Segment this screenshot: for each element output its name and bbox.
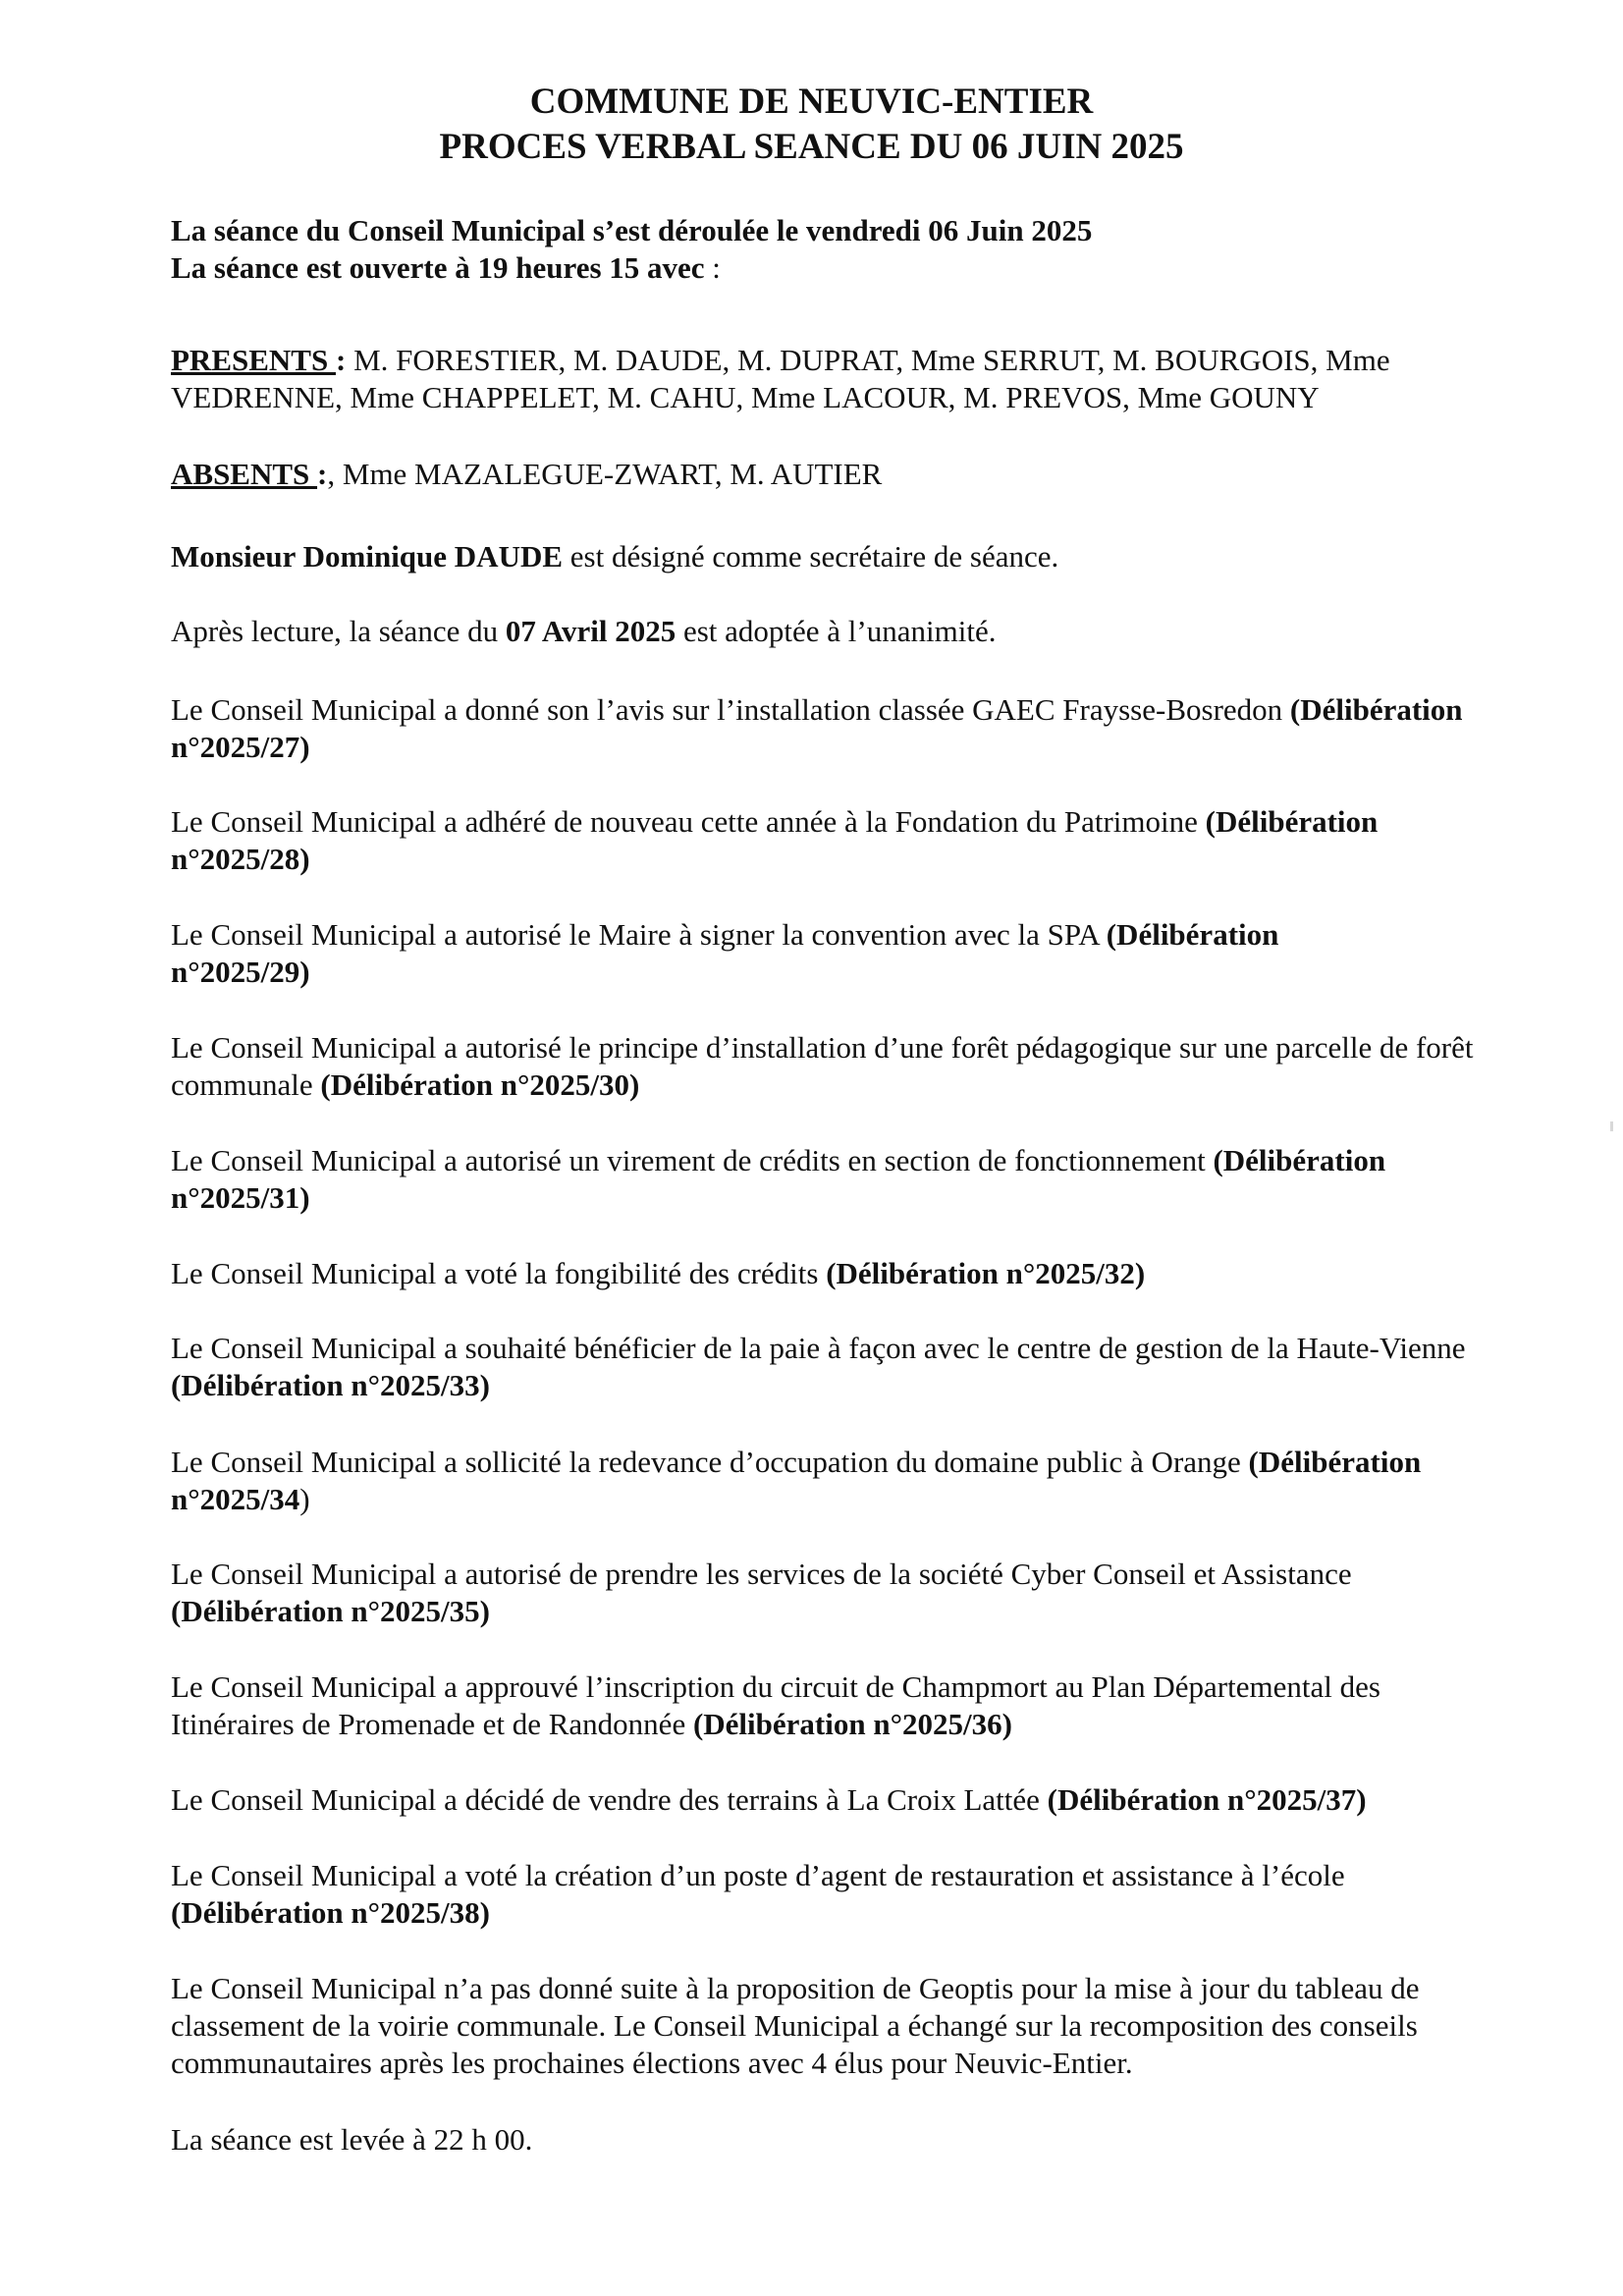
deliberation-ref: (Délibération n°2025/32) bbox=[826, 1256, 1146, 1290]
presents-colon: : bbox=[335, 343, 347, 377]
deliberation-paragraph bbox=[171, 1857, 1487, 1932]
secretary-text: est désigné comme secrétaire de séance. bbox=[563, 539, 1059, 574]
absents-label: ABSENTS bbox=[171, 457, 318, 491]
deliberation-ref: (Délibération n°2025/28) bbox=[171, 804, 1379, 876]
deliberation-ref: (Délibération n°2025/31) bbox=[171, 1143, 1386, 1215]
deliberation-10 bbox=[171, 1668, 1487, 1743]
approval-paragraph bbox=[171, 613, 1545, 650]
absents-block bbox=[171, 456, 1545, 493]
deliberation-ref: (Délibération n°2025/38) bbox=[171, 1895, 490, 1930]
presents-label: PRESENTS bbox=[171, 343, 336, 377]
opening-line-1: La séance du Conseil Municipal s’est déroulée le vendredi 06 Juin 2025 bbox=[171, 213, 1093, 247]
opening-block bbox=[171, 212, 1545, 287]
commune-title: COMMUNE DE NEUVIC-ENTIER bbox=[529, 82, 1094, 122]
opening-time: La séance est ouverte à 19 heures 15 avec bbox=[171, 250, 705, 285]
secretary-name: Monsieur Dominique DAUDE bbox=[171, 539, 564, 574]
deliberation-text: Le Conseil Municipal a voté la fongibilité des crédits bbox=[171, 1256, 827, 1290]
deliberation-ref: (Délibération n°2025/37) bbox=[1047, 1782, 1367, 1817]
secretary-paragraph bbox=[171, 538, 1545, 575]
deliberation-1 bbox=[171, 691, 1516, 766]
deliberation-after: ) bbox=[299, 1482, 310, 1516]
deliberation-ref: (Délibération n°2025/33) bbox=[171, 1368, 490, 1402]
deliberation-paragraph bbox=[171, 1330, 1487, 1404]
deliberation-text: Le Conseil Municipal a décidé de vendre des terrains à La Croix Lattée bbox=[171, 1782, 1048, 1817]
deliberation-11 bbox=[171, 1781, 1545, 1819]
absents-names: , Mme MAZALEGUE-ZWART, M. AUTIER bbox=[327, 457, 883, 491]
closing-block bbox=[171, 2121, 1545, 2159]
presents-block bbox=[171, 342, 1526, 416]
deliberation-ref: (Délibération n°2025/35) bbox=[171, 1594, 490, 1628]
deliberation-ref: (Délibération n°2025/27) bbox=[171, 692, 1463, 764]
deliberation-paragraph bbox=[171, 1255, 1545, 1292]
opening-line-2 bbox=[171, 249, 1545, 287]
deliberation-3 bbox=[171, 916, 1408, 991]
deliberation-4 bbox=[171, 1029, 1516, 1104]
other-business-block bbox=[171, 1970, 1516, 2082]
deliberation-text: Le Conseil Municipal a autorisé le Maire à signer la convention avec la SPA bbox=[171, 917, 1107, 952]
deliberation-text: Le Conseil Municipal a autorisé le principe d’installation d’une forêt pédagogique sur une parcelle de forêt communale bbox=[171, 1030, 1474, 1102]
other-business-paragraph: Le Conseil Municipal n’a pas donné suite à la proposition de Geoptis pour la mise à jour du tableau de classement de la voirie communale. Le Conseil Municipal a échangé sur la recomposition des conseils communautaires après les prochaines élections avec 4 élus pour Neuvic-Entier. bbox=[171, 1971, 1420, 2080]
deliberation-9 bbox=[171, 1556, 1487, 1630]
deliberation-2 bbox=[171, 803, 1487, 878]
scan-artifact bbox=[1610, 1121, 1613, 1131]
deliberation-paragraph bbox=[171, 1668, 1487, 1743]
deliberation-paragraph bbox=[171, 1781, 1545, 1819]
absents-paragraph bbox=[171, 456, 1545, 493]
absents-colon: : bbox=[317, 457, 328, 491]
deliberation-5 bbox=[171, 1142, 1487, 1217]
deliberation-ref: (Délibération n°2025/34 bbox=[171, 1445, 1422, 1516]
deliberation-text: Le Conseil Municipal a donné son l’avis sur l’installation classée GAEC Fraysse-Bosredon bbox=[171, 692, 1290, 727]
deliberation-text: Le Conseil Municipal a souhaité bénéficier de la paie à façon avec le centre de gestion de la Haute-Vienne bbox=[171, 1331, 1466, 1365]
deliberation-7 bbox=[171, 1330, 1487, 1404]
presents-names: M. FORESTIER, M. DAUDE, M. DUPRAT, Mme SERRUT, M. BOURGOIS, Mme VEDRENNE, Mme CHAPPELET, M. CAHU, Mme LACOUR, M. PREVOS, Mme GOUNY bbox=[171, 343, 1390, 414]
deliberation-paragraph bbox=[171, 1556, 1487, 1630]
deliberation-paragraph bbox=[171, 916, 1408, 991]
deliberation-text: Le Conseil Municipal a autorisé de prendre les services de la société Cyber Conseil et Assistance bbox=[171, 1557, 1352, 1591]
approval-post: est adoptée à l’unanimité. bbox=[676, 614, 997, 648]
deliberation-paragraph bbox=[171, 803, 1487, 878]
deliberation-paragraph bbox=[171, 1029, 1516, 1104]
deliberation-12 bbox=[171, 1857, 1487, 1932]
opening-colon: : bbox=[704, 250, 721, 285]
presents-paragraph bbox=[171, 342, 1526, 416]
deliberation-8 bbox=[171, 1444, 1516, 1518]
deliberation-paragraph bbox=[171, 691, 1516, 766]
deliberation-6 bbox=[171, 1255, 1545, 1292]
deliberation-paragraph bbox=[171, 1444, 1516, 1518]
deliberation-text: Le Conseil Municipal a approuvé l’inscription du circuit de Champmort au Plan Départemental des Itinéraires de Promenade et de Randonnée bbox=[171, 1669, 1380, 1741]
document-title: PROCES VERBAL SEANCE DU 06 JUIN 2025 bbox=[439, 127, 1184, 167]
deliberation-ref: (Délibération n°2025/36) bbox=[692, 1707, 1012, 1741]
closing-line: La séance est levée à 22 h 00. bbox=[171, 2122, 533, 2157]
deliberation-text: Le Conseil Municipal a autorisé un virement de crédits en section de fonctionnement bbox=[171, 1143, 1214, 1177]
deliberation-paragraph bbox=[171, 1142, 1487, 1217]
approval-pre: Après lecture, la séance du bbox=[171, 614, 506, 648]
deliberation-text: Le Conseil Municipal a voté la création d’un poste d’agent de restauration et assistance à l’école bbox=[171, 1858, 1345, 1892]
approval-date: 07 Avril 2025 bbox=[505, 614, 676, 648]
approval-block bbox=[171, 613, 1545, 650]
deliberation-text: Le Conseil Municipal a adhéré de nouveau cette année à la Fondation du Patrimoine bbox=[171, 804, 1206, 839]
secretary-block bbox=[171, 538, 1545, 575]
deliberation-text: Le Conseil Municipal a sollicité la redevance d’occupation du domaine public à Orange bbox=[171, 1445, 1249, 1479]
deliberation-ref: (Délibération n°2025/30) bbox=[320, 1067, 640, 1102]
deliberation-ref: (Délibération n°2025/29) bbox=[171, 917, 1279, 989]
